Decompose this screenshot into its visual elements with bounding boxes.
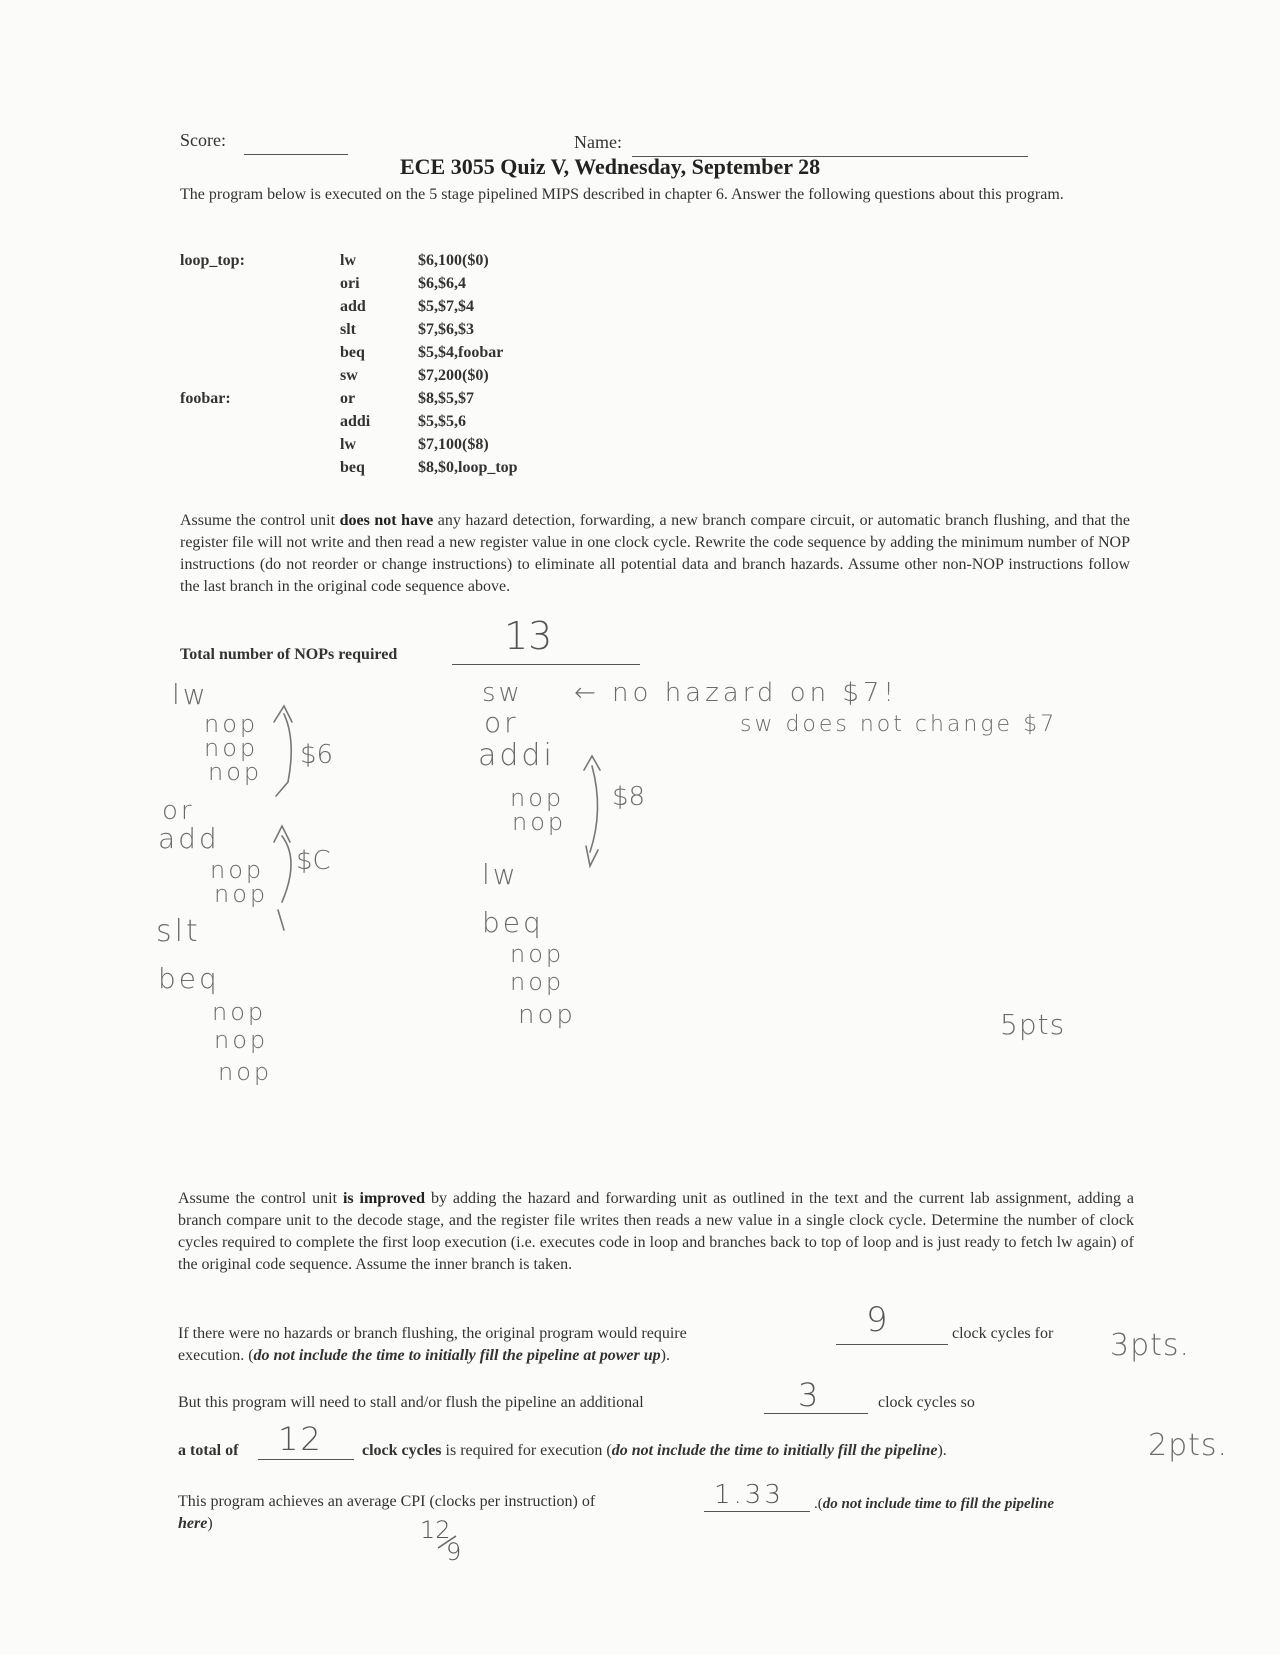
score-label: Score: bbox=[180, 130, 226, 150]
code-opcode: add bbox=[340, 298, 366, 315]
code-opcode: beq bbox=[340, 344, 365, 361]
hw-points-2: 2pts. bbox=[1148, 1428, 1229, 1463]
hw-col2-nop: nop bbox=[510, 968, 565, 996]
q4-answer: 1.33 bbox=[714, 1480, 784, 1510]
hw-col2-beq: beq bbox=[482, 906, 544, 939]
hw-note-sw: sw does not change $7 bbox=[740, 712, 1058, 737]
code-opcode: addi bbox=[340, 413, 371, 430]
hw-points-3: 3pts. bbox=[1110, 1328, 1191, 1363]
hw-col2-nop: nop bbox=[518, 1000, 576, 1030]
page-title: ECE 3055 Quiz V, Wednesday, September 28 bbox=[400, 154, 821, 179]
hw-col1-nop: nop bbox=[214, 1026, 269, 1054]
q3-text: a total of bbox=[178, 1442, 239, 1459]
code-operands: $7,$6,$3 bbox=[418, 321, 474, 338]
q1-text: If there were no hazards or branch flushing, the original program would require bbox=[178, 1325, 687, 1342]
q1-line2: execution. (do not include the time to initially fill the pipeline at power up). bbox=[178, 1347, 670, 1364]
code-opcode: lw bbox=[340, 252, 356, 269]
q4-text: This program achieves an average CPI (clocks per instruction) of bbox=[178, 1493, 596, 1510]
code-opcode: ori bbox=[340, 275, 360, 292]
code-operands: $7,100($8) bbox=[418, 436, 489, 453]
intro-text: The program below is executed on the 5 stage pipelined MIPS described in chapter 6. Answer the following questions about this program. bbox=[180, 186, 1064, 203]
hw-col2-sw: sw bbox=[482, 678, 523, 708]
hw-reg-8: $8 bbox=[612, 782, 646, 812]
q3-answer: 12 bbox=[278, 1420, 323, 1458]
code-label: loop_top: bbox=[180, 252, 245, 269]
hw-note-no-hazard: ← no hazard on $7! bbox=[574, 678, 898, 708]
code-opcode: slt bbox=[340, 321, 356, 338]
hw-col1-lw: lw bbox=[172, 678, 209, 711]
code-operands: $5,$7,$4 bbox=[418, 298, 474, 315]
hw-col1-or: or bbox=[162, 796, 195, 826]
hw-col1-nop: nop bbox=[214, 880, 269, 908]
code-operands: $8,$5,$7 bbox=[418, 390, 474, 407]
hw-points-5: 5pts bbox=[1000, 1008, 1066, 1041]
part2-instructions: Assume the control unit is improved by adding the hazard and forwarding unit as outlined in the text and the current lab assignment, adding a branch compare unit to the decode stage, and the register file writes then reads a new value in a single clock cycle. Determine the number of clock cycles required to complete the first loop execution (i.e. executes code in loop and branches back to top of loop and is just ready to fetch lw again) of the original code sequence. Assume the inner branch is taken. bbox=[178, 1190, 1135, 1273]
code-operands: $6,$6,4 bbox=[418, 275, 466, 292]
hw-col1-nop: nop bbox=[210, 856, 265, 884]
hw-col1-nop: nop bbox=[218, 1058, 273, 1086]
code-opcode: or bbox=[340, 390, 356, 407]
q3-text-post: clock cycles is required for execution (do not include the time to initially fill the pipeline). bbox=[362, 1442, 947, 1459]
code-operands: $8,$0,loop_top bbox=[418, 459, 518, 476]
part1-instructions: Assume the control unit does not have any hazard detection, forwarding, a new branch compare circuit, or automatic branch flushing, and that the register file will not write and then read a new register value in one clock cycle. Rewrite the code sequence by adding the minimum number of NOP instructions (do not reorder or change instructions) to eliminate all potential data and branch hazards. Assume other non-NOP instructions follow the last branch in the original code sequence above. bbox=[180, 512, 1131, 595]
q4-text-post: .(do not include time to fill the pipeline bbox=[814, 1496, 1054, 1512]
code-opcode: beq bbox=[340, 459, 365, 476]
hw-col2-nop: nop bbox=[512, 808, 567, 836]
hw-reg-c: $C bbox=[296, 846, 331, 876]
q1-answer: 9 bbox=[866, 1300, 888, 1340]
hw-col2-lw: lw bbox=[482, 858, 519, 891]
hw-col1-nop: nop bbox=[208, 758, 263, 786]
hw-col2-addi: addi bbox=[478, 738, 555, 773]
q2-text: But this program will need to stall and/or flush the pipeline an additional bbox=[178, 1394, 644, 1411]
nops-answer: 13 bbox=[504, 614, 553, 658]
nops-label: Total number of NOPs required bbox=[180, 646, 398, 663]
code-operands: $6,100($0) bbox=[418, 252, 489, 269]
hw-col1-nop: nop bbox=[204, 734, 259, 762]
hw-col1-add: add bbox=[158, 822, 220, 855]
hw-col1-nop: nop bbox=[204, 710, 259, 738]
code-opcode: sw bbox=[340, 367, 358, 384]
code-operands: $7,200($0) bbox=[418, 367, 489, 384]
hw-col1-beq: beq bbox=[158, 962, 220, 995]
q4-line2: here) bbox=[178, 1515, 213, 1532]
q1-text-post: clock cycles for bbox=[952, 1325, 1054, 1342]
name-label: Name: bbox=[574, 132, 622, 152]
code-label: foobar: bbox=[180, 390, 231, 407]
hw-cpi-den: 9 bbox=[446, 1538, 462, 1566]
q2-text-post: clock cycles so bbox=[878, 1394, 975, 1411]
hw-col2-nop: nop bbox=[510, 940, 565, 968]
code-operands: $5,$4,foobar bbox=[418, 344, 504, 361]
code-operands: $5,$5,6 bbox=[418, 413, 466, 430]
q2-answer: 3 bbox=[798, 1376, 819, 1414]
hw-col2-nop: nop bbox=[510, 784, 565, 812]
hw-cpi-num: 12 bbox=[420, 1516, 451, 1544]
code-opcode: lw bbox=[340, 436, 356, 453]
hw-col1-nop: nop bbox=[212, 998, 267, 1026]
hw-col2-or: or bbox=[484, 706, 519, 739]
hw-col1-slt: slt bbox=[156, 914, 201, 949]
hw-reg-6: $6 bbox=[300, 740, 334, 770]
